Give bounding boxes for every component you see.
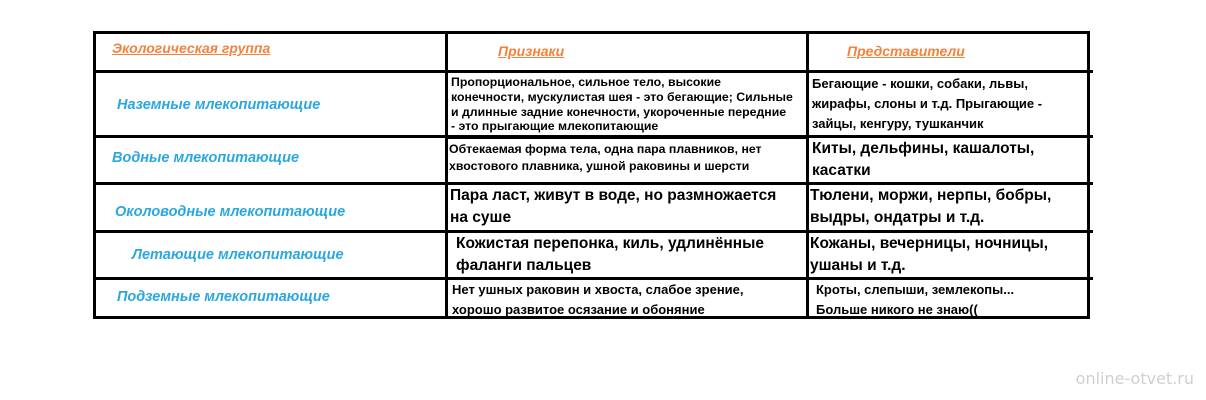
representatives-line: выдры, ондатры и т.д. <box>810 209 985 226</box>
header-representatives: Представители <box>847 43 965 59</box>
features-line: - это прыгающие млекопитающие <box>451 119 659 133</box>
features-terrestrial <box>451 75 793 132</box>
representatives-line: Кроты, слепыши, землекопы... <box>816 282 1015 297</box>
representatives-flying <box>810 233 1048 277</box>
representatives-terrestrial <box>812 74 1042 134</box>
watermark: online-otvet.ru <box>1075 369 1194 388</box>
features-line: Кожистая перепонка, киль, удлинённые <box>456 235 764 252</box>
features-line: хорошо развитое осязание и обоняние <box>452 302 705 317</box>
row-divider <box>93 70 1093 73</box>
features-line: на суше <box>450 209 512 226</box>
column-divider <box>806 31 809 319</box>
representatives-semiaquatic <box>810 185 1051 229</box>
features-semiaquatic <box>450 185 776 229</box>
representatives-line: Киты, дельфины, кашалоты, <box>812 140 1035 157</box>
representatives-underground <box>816 280 1014 320</box>
features-line: хвостового плавника, ушной раковины и шерсти <box>449 159 750 173</box>
representatives-line: Кожаны, вечерницы, ночницы, <box>810 235 1049 252</box>
features-aquatic <box>449 142 762 174</box>
header-features: Признаки <box>498 43 565 59</box>
features-line: Обтекаемая форма тела, одна пара плавников, нет <box>449 142 762 156</box>
group-semiaquatic: Околоводные млекопитающие <box>115 204 346 220</box>
group-terrestrial: Наземные млекопитающие <box>117 97 321 113</box>
column-divider <box>445 31 448 319</box>
features-underground <box>452 280 744 320</box>
group-flying: Летающие млекопитающие <box>132 247 344 263</box>
header-group: Экологическая группа <box>112 40 271 56</box>
features-line: Пара ласт, живут в воде, но размножается <box>450 187 777 204</box>
representatives-line: зайцы, кенгуру, тушканчик <box>812 116 984 131</box>
features-line: фаланги пальцев <box>456 257 592 274</box>
features-line: Нет ушных раковин и хвоста, слабое зрение, <box>452 282 744 297</box>
representatives-line: Тюлени, моржи, нерпы, бобры, <box>810 187 1052 204</box>
representatives-line: касатки <box>812 162 871 179</box>
group-underground: Подземные млекопитающие <box>117 289 330 305</box>
representatives-line: ушаны и т.д. <box>810 257 906 274</box>
features-line: Пропорциональное, сильное тело, высокие <box>451 75 721 89</box>
representatives-line: Больше никого не знаю(( <box>816 302 978 317</box>
representatives-aquatic <box>812 138 1034 182</box>
features-flying <box>456 233 764 277</box>
representatives-line: Бегающие - кошки, собаки, львы, <box>812 76 1029 91</box>
features-line: и длинные задние конечности, укороченные передние <box>451 105 787 119</box>
group-aquatic: Водные млекопитающие <box>112 150 300 166</box>
row-divider <box>445 137 808 139</box>
representatives-line: жирафы, слоны и т.д. Прыгающие - <box>812 96 1043 111</box>
features-line: конечности, мускулистая шея - это бегающие; Сильные <box>451 90 793 104</box>
